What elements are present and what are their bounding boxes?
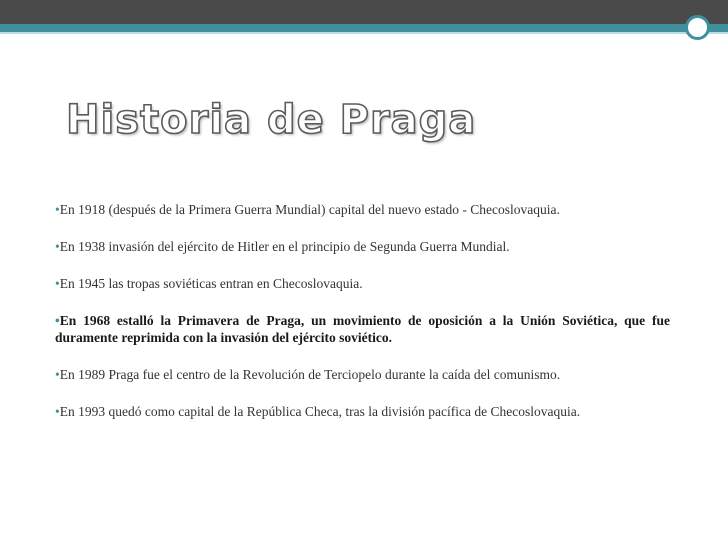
bullet-item [55,201,670,218]
bullet-text: En 1918 (después de la Primera Guerra Mundial) capital del nuevo estado - Checoslovaquia. [59,202,560,217]
bullet-text: En 1945 las tropas soviéticas entran en Checoslovaquia. [59,276,363,291]
header-bar-accent [0,24,728,32]
bullet-dot: • [55,404,60,419]
bullet-text: En 1968 estalló la Primavera de Praga, un movimiento de oposición a la Unión Soviética, que fue duramente reprimida con la invasión del ejército soviético. [55,313,670,345]
bullet-dot: • [55,313,60,328]
bullet-dot: • [55,367,60,382]
bullet-dot: • [55,276,60,291]
header-bar-dark [0,0,728,24]
bullet-dot: • [55,239,60,254]
bullet-item [55,403,670,420]
bullet-text: En 1993 quedó como capital de la República Checa, tras la división pacífica de Checoslovaquia. [59,404,581,419]
header-bar-light [0,32,728,34]
bullet-item-highlighted [55,312,670,346]
bullet-text: En 1989 Praga fue el centro de la Revolución de Terciopelo durante la caída del comunismo. [59,367,561,382]
slide-title: Historia de Praga [66,97,477,143]
corner-circle-ornament [685,15,710,40]
bullet-item [55,366,670,383]
bullet-list [55,201,670,440]
bullet-dot: • [55,202,60,217]
bullet-item [55,275,670,292]
bullet-text: En 1938 invasión del ejército de Hitler en el principio de Segunda Guerra Mundial. [59,239,510,254]
bullet-item [55,238,670,255]
